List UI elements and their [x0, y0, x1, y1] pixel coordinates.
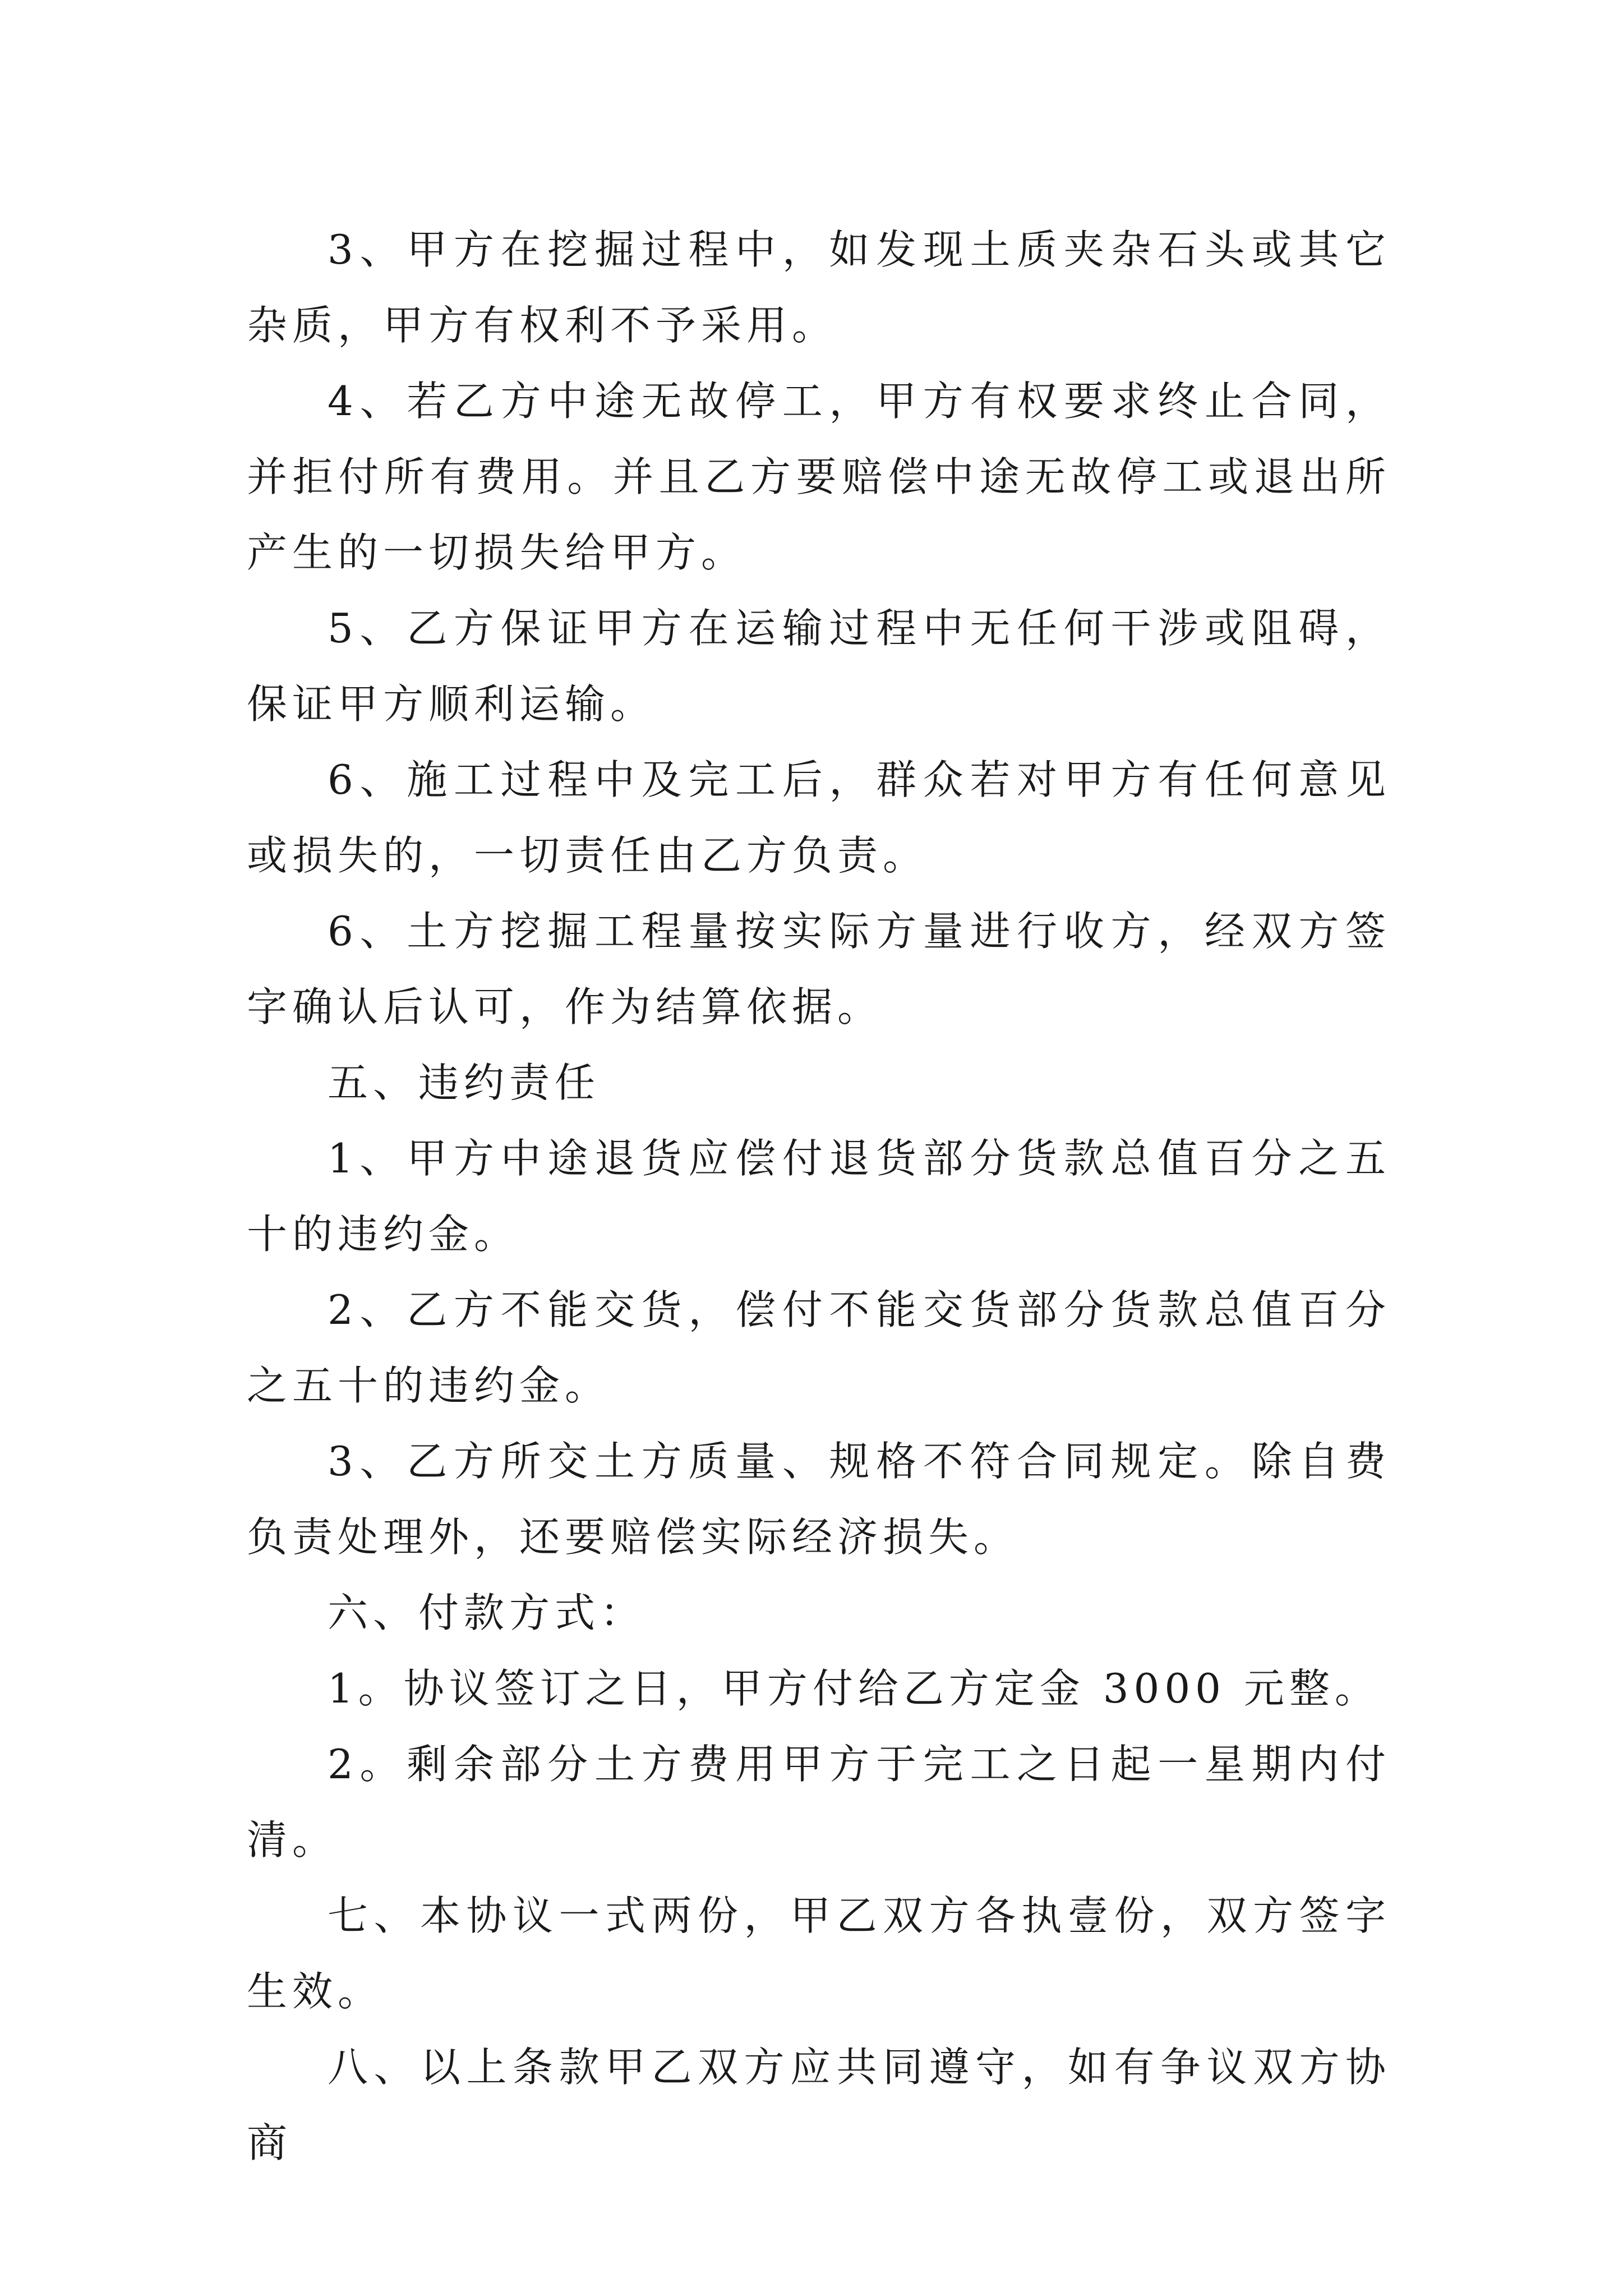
clause-6-1: 1。协议签订之日，甲方付给乙方定金 3000 元整。	[328, 1665, 1380, 1712]
section-7: 七、本协议一式两份，甲乙双方各执壹份，双方签字生效。	[247, 1892, 1391, 2015]
clause-4-5: 5、乙方保证甲方在运输过程中无任何干涉或阻碍，保证甲方顺利运输。	[247, 605, 1391, 728]
clause-4-3: 3、甲方在挖掘过程中，如发现土质夹杂石头或其它杂质，甲方有权利不予采用。	[247, 226, 1391, 349]
clause-6-2: 2。剩余部分土方费用甲方于完工之日起一星期内付清。	[247, 1741, 1391, 1864]
section-8: 八、以上条款甲乙双方应共同遵守，如有争议双方协商	[247, 2044, 1391, 2166]
clause-5-1: 1、甲方中途退货应偿付退货部分货款总值百分之五十的违约金。	[247, 1135, 1391, 1258]
clause-4-6a: 6、施工过程中及完工后，群众若对甲方有任何意见或损失的，一切责任由乙方负责。	[247, 756, 1391, 879]
clause-5-3: 3、乙方所交土方质量、规格不符合同规定。除自费负责处理外，还要赔偿实际经济损失。	[247, 1438, 1391, 1561]
section-5-heading: 五、违约责任	[328, 1059, 601, 1106]
contract-body	[247, 212, 1391, 2181]
clause-4-4: 4、若乙方中途无故停工，甲方有权要求终止合同，并拒付所有费用。并且乙方要赔偿中途无故停工或退出所产生的一切损失给甲方。	[247, 378, 1391, 576]
clause-4-6b: 6、土方挖掘工程量按实际方量进行收方，经双方签字确认后认可，作为结算依据。	[247, 908, 1391, 1030]
section-6-heading: 六、付款方式：	[328, 1589, 646, 1636]
clause-5-2: 2、乙方不能交货，偿付不能交货部分货款总值百分之五十的违约金。	[247, 1286, 1391, 1409]
